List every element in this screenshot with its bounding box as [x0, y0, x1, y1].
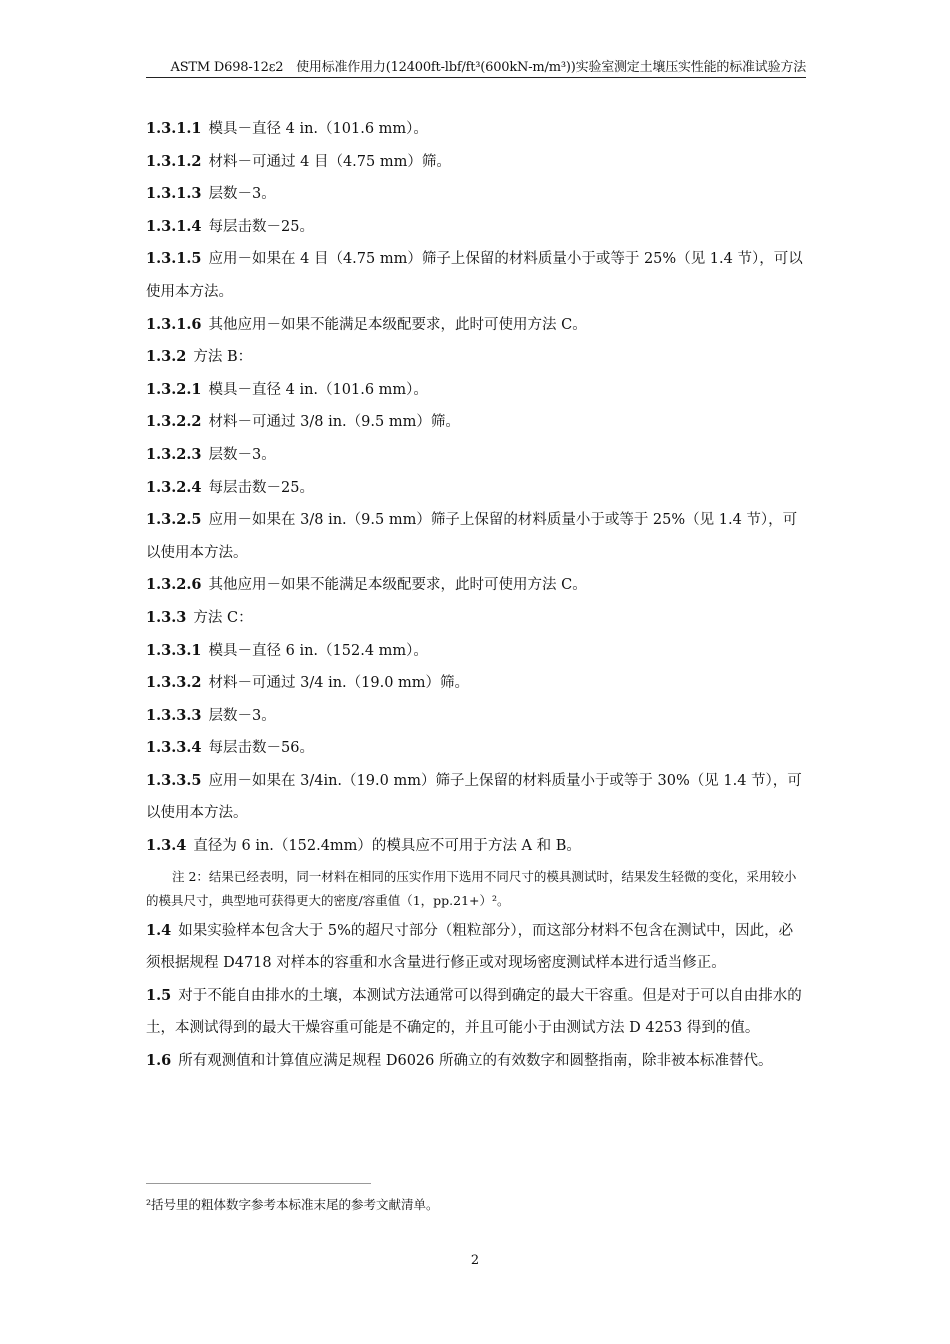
footnote-rule — [146, 1183, 371, 1184]
section-1-5: 1.5 对于不能自由排水的土壤，本测试方法通常可以得到确定的最大干容重。但是对于可以自由排水的土，本测试得到的最大干燥容重可能是不确定的，并且可能小于由测试方法 D 4253 得到的值。 — [146, 986, 802, 1037]
running-header: ASTM D698-12ε2 使用标准作用力(12400ft-lbf/ft³(600kN-m/m³))实验室测定土壤压实性能的标准试验方法 — [170, 60, 806, 75]
clause-1-3-3-5: 1.3.3.5 应用－如果在 3/4in.（19.0 mm）筛子上保留的材料质量小于或等于 30%（见 1.4 节），可以使用本方法。 — [146, 771, 802, 822]
clause-1-3-3: 1.3.3 方法 C： — [146, 608, 253, 626]
note-2: 注 2：结果已经表明，同一材料在相同的压实作用下选用不同尺寸的模具测试时，结果发生轻微的变化，采用较小的模具尺寸，典型地可获得更大的密度/容重值（1，pp.21+）²。 — [146, 868, 797, 908]
document-body — [146, 113, 806, 1078]
section-1-6: 1.6 所有观测值和计算值应满足规程 D6026 所确立的有效数字和圆整指南，除非被本标准替代。 — [146, 1052, 773, 1070]
clause-1-3-2-1: 1.3.2.1 模具－直径 4 in.（101.6 mm）。 — [146, 380, 428, 398]
clause-1-3-1-4: 1.3.1.4 每层击数－25。 — [146, 217, 314, 235]
clause-1-3-1-5: 1.3.1.5 应用－如果在 4 目（4.75 mm）筛子上保留的材料质量小于或等于 25%（见 1.4 节），可以使用本方法。 — [146, 250, 803, 300]
clause-1-3-3-3: 1.3.3.3 层数－3。 — [146, 706, 276, 724]
page-number: 2 — [470, 1253, 480, 1268]
clause-1-3-1-6: 1.3.1.6 其他应用－如果不能满足本级配要求，此时可使用方法 C。 — [146, 315, 587, 333]
clause-1-3-1-2: 1.3.1.2 材料－可通过 4 目（4.75 mm）筛。 — [146, 152, 451, 170]
clause-1-3-1-3: 1.3.1.3 层数－3。 — [146, 185, 276, 203]
header-rule — [146, 77, 806, 78]
clause-1-3-3-1: 1.3.3.1 模具－直径 6 in.（152.4 mm）。 — [146, 641, 428, 659]
section-1-4: 1.4 如果实验样本包含大于 5%的超尺寸部分（粗粒部分），而这部分材料不包含在测试中，因此，必须根据规程 D4718 对样本的容重和水含量进行修正或对现场密度测试样本进行适当修正。 — [146, 921, 794, 972]
clause-1-3-2-6: 1.3.2.6 其他应用－如果不能满足本级配要求，此时可使用方法 C。 — [146, 576, 587, 594]
clause-1-3-2-4: 1.3.2.4 每层击数－25。 — [146, 478, 314, 496]
clause-1-3-1-1: 1.3.1.1 模具－直径 4 in.（101.6 mm）。 — [146, 120, 428, 137]
clause-1-3-2: 1.3.2 方法 B： — [146, 348, 253, 366]
footnote: ²括号里的粗体数字参考本标准末尾的参考文献清单。 — [146, 1197, 439, 1212]
clause-1-3-2-2: 1.3.2.2 材料－可通过 3/8 in.（9.5 mm）筛。 — [146, 413, 460, 431]
clause-1-3-2-3: 1.3.2.3 层数－3。 — [146, 445, 276, 463]
clause-1-3-2-5: 1.3.2.5 应用－如果在 3/8 in.（9.5 mm）筛子上保留的材料质量小于或等于 25%（见 1.4 节），可以使用本方法。 — [146, 511, 798, 561]
clause-1-3-3-2: 1.3.3.2 材料－可通过 3/4 in.（19.0 mm）筛。 — [146, 674, 470, 692]
clause-1-3-3-4: 1.3.3.4 每层击数－56。 — [146, 739, 314, 757]
clause-1-3-4: 1.3.4 直径为 6 in.（152.4mm）的模具应不可用于方法 A 和 B。 — [146, 837, 581, 855]
